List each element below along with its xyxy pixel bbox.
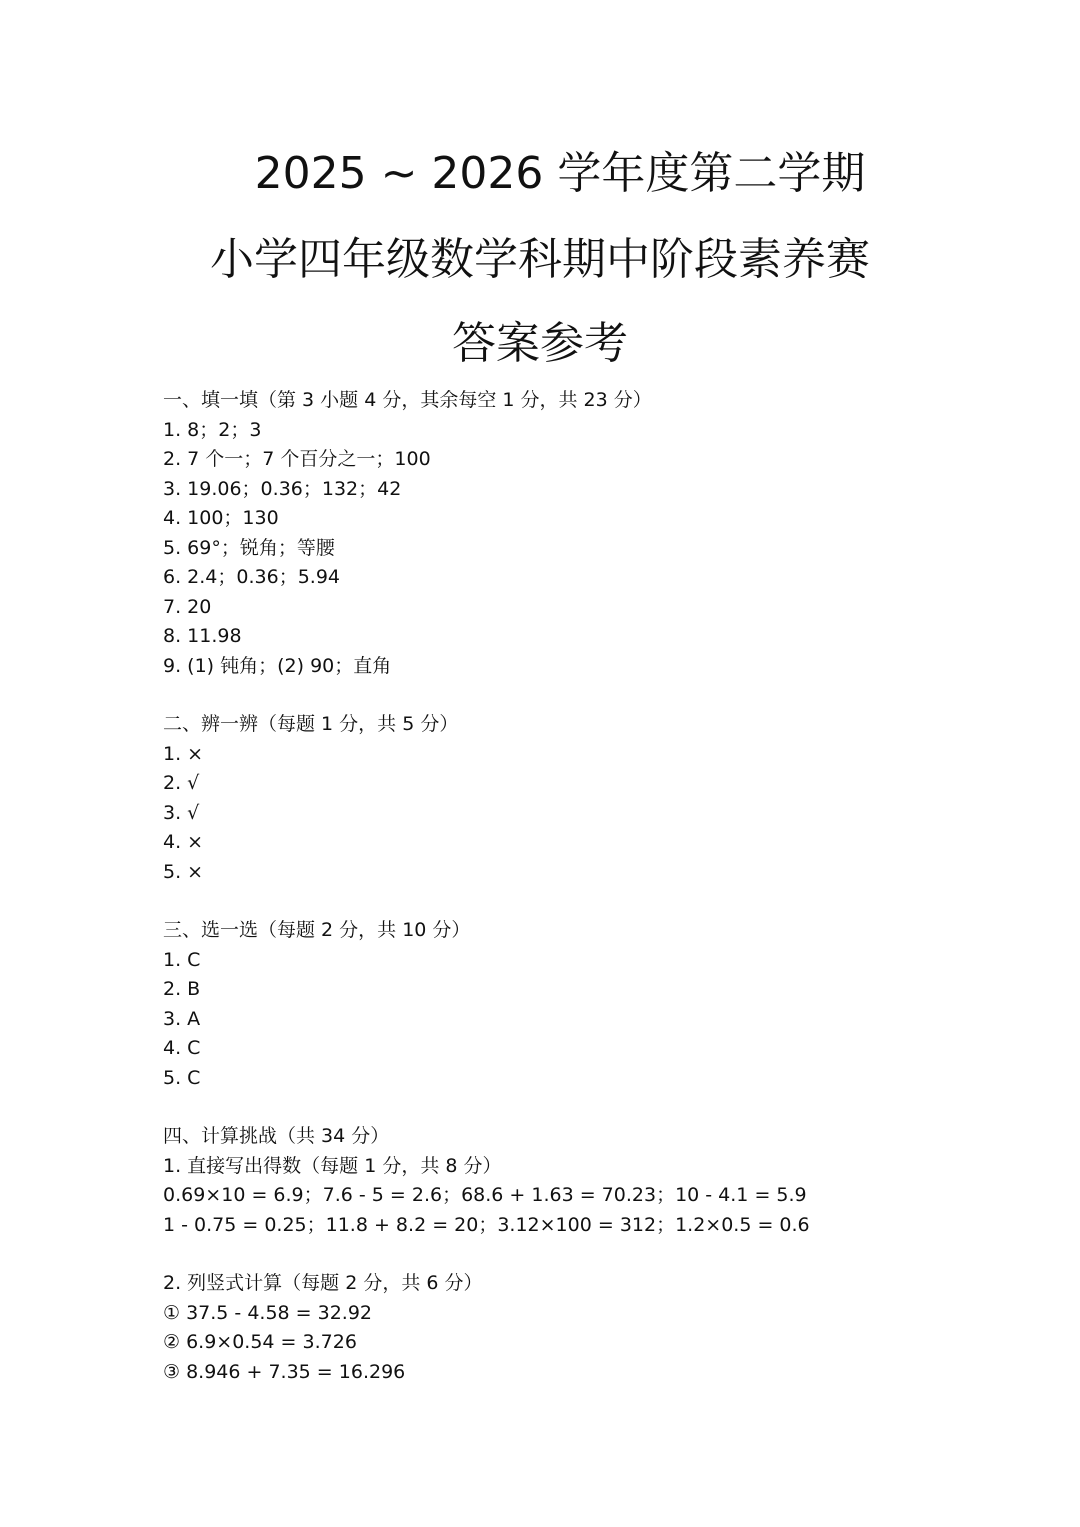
section-fill-in [163,386,1043,681]
answer-line: ① 37.5 - 4.58 = 32.92 [163,1301,373,1324]
section-calculation [163,1122,1043,1240]
answer-line: 1. 8；2；3 [163,418,262,441]
answer-line: 5. × [163,860,204,883]
answer-line: 1. C [163,948,201,971]
section-heading: 一、填一填（第 3 小题 4 分，其余每空 1 分，共 23 分） [163,389,652,411]
answer-line: 7. 20 [163,595,212,618]
answer-line: 3. A [163,1007,201,1030]
answer-line: 2. √ [163,772,200,794]
title-exam-name: 小学四年级数学科期中阶段素养赛 [210,234,870,285]
title-answer-reference: 答案参考 [452,318,628,369]
section-vertical-calculation [163,1269,1043,1387]
section-true-false [163,710,1043,887]
answer-line: 5. C [163,1066,201,1089]
answer-line: 2. 7 个一；7 个百分之一；100 [163,448,431,470]
answer-line: 4. × [163,831,204,853]
answer-line: 4. C [163,1037,201,1059]
answer-line: 3. 19.06；0.36；132；42 [163,477,402,500]
subsection-heading: 2. 列竖式计算（每题 2 分，共 6 分） [163,1272,483,1294]
answer-content [163,386,1043,1416]
title-school-year: 2025 ~ 2026 学年度第二学期 [254,148,866,199]
answer-line: 8. 11.98 [163,625,242,647]
answer-line: 2. B [163,978,201,1000]
section-multiple-choice [163,916,1043,1093]
section-heading: 二、辨一辨（每题 1 分，共 5 分） [163,713,459,735]
answer-line: 5. 69°；锐角；等腰 [163,536,335,559]
subsection-heading: 1. 直接写出得数（每题 1 分，共 8 分） [163,1154,502,1177]
section-heading: 四、计算挑战（共 34 分） [163,1125,390,1147]
answer-line: 6. 2.4；0.36；5.94 [163,566,340,588]
answer-line: 4. 100；130 [163,507,279,529]
section-heading: 三、选一选（每题 2 分，共 10 分） [163,919,471,941]
answer-line: 9. (1) 钝角；(2) 90；直角 [163,654,392,677]
answer-line: 3. √ [163,801,200,824]
answer-line: ② 6.9×0.54 = 3.726 [163,1331,357,1353]
answer-line: 1 - 0.75 = 0.25；11.8 + 8.2 = 20；3.12×100 = 312；1.2×0.5 = 0.6 [163,1213,810,1236]
answer-line: 0.69×10 = 6.9；7.6 - 5 = 2.6；68.6 + 1.63 = 70.23；10 - 4.1 = 5.9 [163,1184,807,1206]
answer-line: ③ 8.946 + 7.35 = 16.296 [163,1360,406,1383]
answer-line: 1. × [163,742,204,765]
